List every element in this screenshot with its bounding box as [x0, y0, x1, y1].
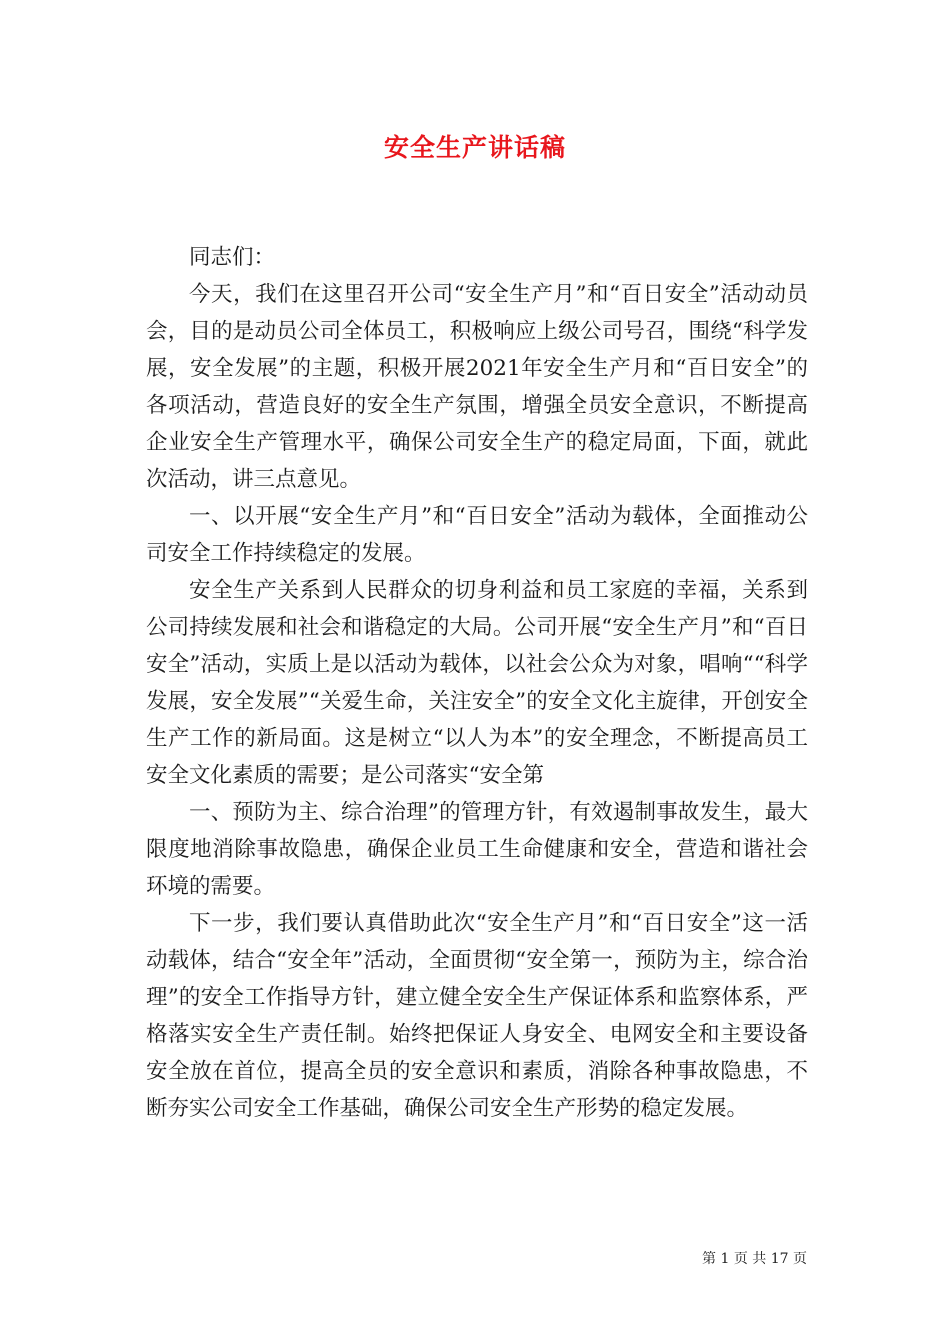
- salutation-paragraph: 同志们：: [189, 245, 276, 270]
- intro-paragraph: 今天，我们在这里召开公司“安全生产月”和“百日安全”活动动员会，目的是动员公司全体员工，积极响应上级公司号召，围绕“科学发展，安全发展”的主题，积极开展2021年安全生产月和“百日安全”的各项活动，营造良好的安全生产氛围，增强全员安全意识，不断提高企业安全生产管理水平，确保公司安全生产的稳定局面，下面，就此次活动，讲三点意见。: [146, 282, 808, 492]
- section-heading-1: 一、以开展“安全生产月”和“百日安全”活动为载体，全面推动公司安全工作持续稳定的发展。: [146, 504, 808, 566]
- body-paragraph: 安全生产关系到人民群众的切身利益和员工家庭的幸福，关系到公司持续发展和社会和谐稳定的大局。公司开展“安全生产月”和“百日安全”活动，实质上是以活动为载体，以社会公众为对象，唱响““科学发展，安全发展”“关爱生命，关注安全”的安全文化主旋律，开创安全生产工作的新局面。这是树立“以人为本”的安全理念，不断提高员工安全文化素质的需要；是公司落实“安全第: [146, 578, 808, 788]
- body-paragraph: 一、预防为主、综合治理”的管理方针，有效遏制事故发生，最大限度地消除事故隐患，确保企业员工生命健康和安全，营造和谐社会环境的需要。: [146, 800, 808, 899]
- page-number-footer: 第 1 页 共 17 页: [702, 1251, 807, 1267]
- document-body: [146, 239, 808, 1127]
- document-title: 安全生产讲话稿: [383, 133, 566, 162]
- body-paragraph: 下一步，我们要认真借助此次“安全生产月”和“百日安全”这一活动载体，结合“安全年”活动，全面贯彻“安全第一，预防为主，综合治理”的安全工作指导方针，建立健全安全生产保证体系和监察体系，严格落实安全生产责任制。始终把保证人身安全、电网安全和主要设备安全放在首位，提高全员的安全意识和素质，消除各种事故隐患，不断夯实公司安全工作基础，确保公司安全生产形势的稳定发展。: [146, 911, 808, 1121]
